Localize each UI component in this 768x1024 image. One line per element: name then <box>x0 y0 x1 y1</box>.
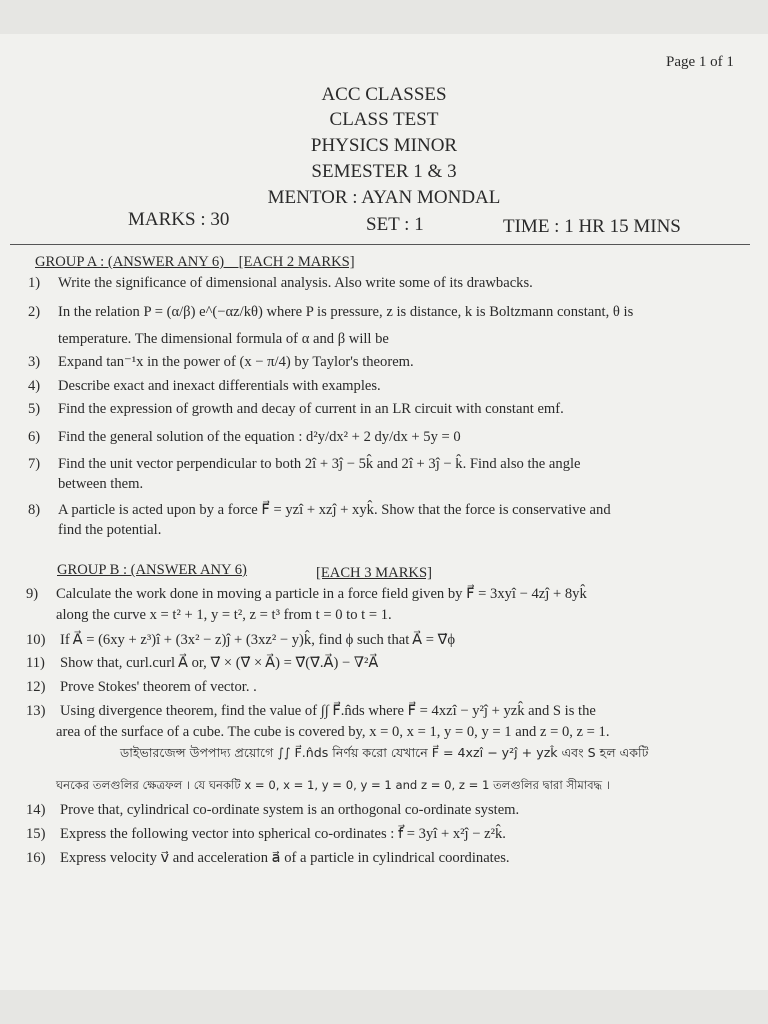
question-number: 14) <box>26 802 46 818</box>
question-text-line-2: area of the surface of a cube. The cube is covered by, x = 0, x = 1, y = 0, y = 1 and z = 0, z = 1. <box>56 724 610 740</box>
group-a-heading: GROUP A : (ANSWER ANY 6) [EACH 2 MARKS] <box>35 254 355 270</box>
question-text: Prove that, cylindrical co-ordinate system is an orthogonal co-ordinate system. <box>60 802 520 818</box>
question-text: Find the general solution of the equation : d²y/dx² + 2 dy/dx + 5y = 0 <box>58 429 461 445</box>
subject-name: PHYSICS MINOR <box>310 135 458 156</box>
question-text: Show that, curl.curl A⃗ or, ∇⃗ × (∇⃗ × A⃗) = ∇⃗(∇⃗.A⃗) − ∇²A⃗ <box>60 655 379 671</box>
mentor-label: MENTOR : AYAN MONDAL <box>267 187 501 208</box>
question-text-line-2: along the curve x = t² + 1, y = t², z = t³ from t = 0 to t = 1. <box>56 607 392 623</box>
question-text-line-2: between them. <box>58 476 144 492</box>
header-divider <box>10 244 750 245</box>
question-text: Find the unit vector perpendicular to both 2î + 3ĵ − 5k̂ and 2î + 3ĵ − k̂. Find also the angle <box>58 456 581 472</box>
question-number: 3) <box>28 354 41 370</box>
question-number: 12) <box>26 679 46 695</box>
question-text: Express the following vector into spherical co-ordinates : f⃗ = 3yî + x²ĵ − z²k̂. <box>60 826 506 842</box>
test-name: CLASS TEST <box>329 109 439 130</box>
question-text: If A⃗ = (6xy + z³)î + (3x² − z)ĵ + (3xz² − y)k̂, find ϕ such that A⃗ = ∇⃗ϕ <box>60 632 456 648</box>
group-b-marks: [EACH 3 MARKS] <box>316 565 432 581</box>
marks-label: MARKS : 30 <box>128 209 230 230</box>
question-number: 4) <box>28 378 41 394</box>
question-text: Expand tan⁻¹x in the power of (x − π/4) by Taylor's theorem. <box>58 354 414 370</box>
question-text: Prove Stokes' theorem of vector. . <box>60 679 257 695</box>
question-number: 16) <box>26 850 46 866</box>
question-text-line-2: temperature. The dimensional formula of α and β will be <box>58 331 389 347</box>
question-number: 10) <box>26 632 46 648</box>
question-text: Express velocity v⃗ and acceleration a⃗ of a particle in cylindrical coordinates. <box>60 850 510 866</box>
question-number: 1) <box>28 275 41 291</box>
question-text-line-2: find the potential. <box>58 522 162 538</box>
question-number: 5) <box>28 401 41 417</box>
question-number: 11) <box>26 655 45 671</box>
question-number: 2) <box>28 304 41 320</box>
group-b-heading: GROUP B : (ANSWER ANY 6) <box>57 562 247 578</box>
question-text: In the relation P = (α/β) e^(−αz/kθ) where P is pressure, z is distance, k is Boltzmann constant, θ is <box>58 304 634 320</box>
question-number: 13) <box>26 703 46 719</box>
question-number: 15) <box>26 826 46 842</box>
question-number: 9) <box>26 586 39 602</box>
question-number: 8) <box>28 502 41 518</box>
question-text: Using divergence theorem, find the value of ∫∫ F⃗.n̂ds where F⃗ = 4xzî − y²ĵ + yzk̂ and S is the <box>60 703 596 719</box>
question-text-bengali-1: ডাইভারজেন্স উপপাদ্য প্রয়োগে ∫∫ F⃗.n̂ds নির্ণয় করো যেখানে F⃗ = 4xzî − y²ĵ + yzk̂ এবং S হল একটি <box>120 745 649 760</box>
semester-label: SEMESTER 1 & 3 <box>311 161 457 182</box>
question-number: 7) <box>28 456 41 472</box>
institute-name: ACC CLASSES <box>321 84 447 105</box>
question-text: Calculate the work done in moving a particle in a force field given by F⃗ = 3xyî − 4zĵ + 8yk̂ <box>56 586 587 602</box>
question-text: Write the significance of dimensional analysis. Also write some of its drawbacks. <box>58 275 533 291</box>
question-text: Find the expression of growth and decay of current in an LR circuit with constant emf. <box>58 401 564 417</box>
time-label: TIME : 1 HR 15 MINS <box>503 216 681 237</box>
question-text: A particle is acted upon by a force F⃗ = yzî + xzĵ + xyk̂. Show that the force is conservative and <box>58 502 611 518</box>
question-number: 6) <box>28 429 41 445</box>
page-label: Page 1 of 1 <box>666 54 734 70</box>
set-label: SET : 1 <box>366 214 424 235</box>
question-text-bengali-2: ঘনকের তলগুলির ক্ষেত্রফল । যে ঘনকটি x = 0, x = 1, y = 0, y = 1 and z = 0, z = 1 তলগুলির দ্বারা সীমাবদ্ধ । <box>56 778 610 792</box>
question-text: Describe exact and inexact differentials with examples. <box>58 378 381 394</box>
